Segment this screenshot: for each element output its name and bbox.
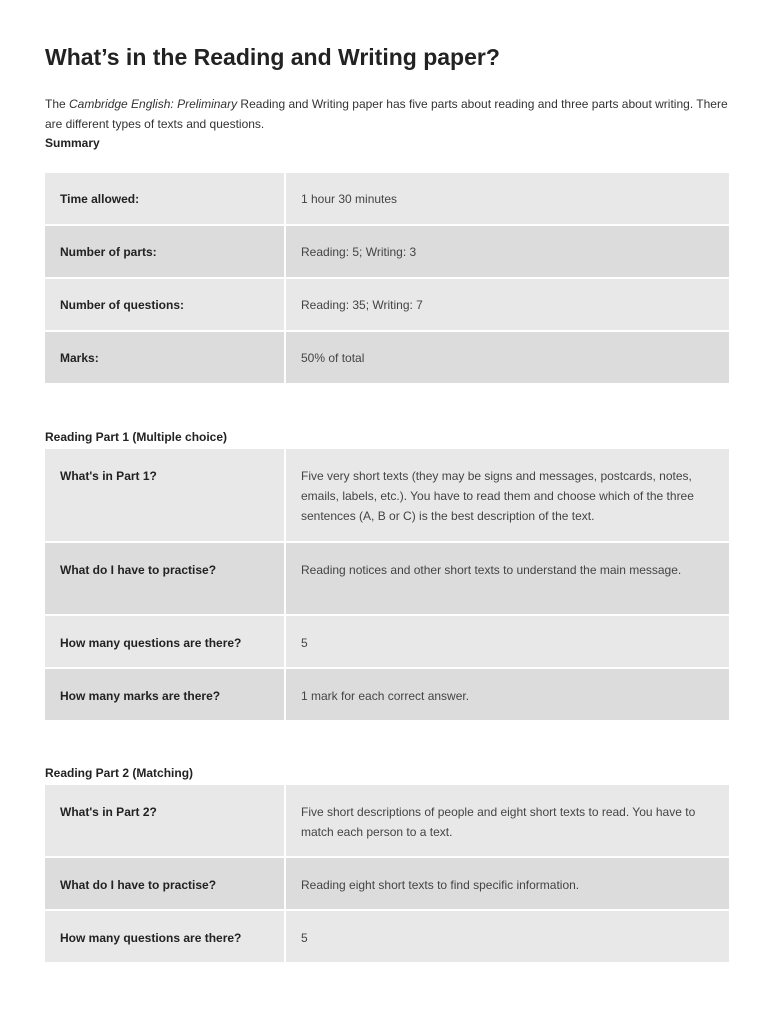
intro-paragraph [45, 94, 735, 134]
table-row [45, 226, 729, 277]
part2-table [45, 785, 729, 964]
table-row [45, 173, 729, 224]
row-value: 50% of total [286, 332, 729, 383]
row-key: Number of questions: [45, 279, 284, 330]
table-row [45, 911, 729, 962]
table-row [45, 449, 729, 541]
row-key: How many marks are there? [45, 669, 284, 720]
intro-text-end: Reading and Writing paper has five parts about reading and three parts about writing. There are different types of texts and questions. [45, 97, 728, 131]
row-value: Five very short texts (they may be signs and messages, postcards, notes, emails, labels, etc.). You have to read them and choose which of the three sentences (A, B or C) is the best description of the text. [286, 449, 729, 541]
table-row [45, 858, 729, 909]
page-title: What’s in the Reading and Writing paper? [45, 44, 500, 70]
row-value: Five short descriptions of people and eight short texts to read. You have to match each person to a text. [286, 785, 729, 856]
part1-heading: Reading Part 1 (Multiple choice) [45, 430, 228, 444]
row-key: Marks: [45, 332, 284, 383]
row-value: 5 [286, 616, 729, 667]
row-value: 5 [286, 911, 729, 962]
row-key: What do I have to practise? [45, 543, 284, 614]
table-row [45, 616, 729, 667]
table-row [45, 669, 729, 720]
row-value: Reading notices and other short texts to understand the main message. [286, 543, 729, 614]
row-key: Number of parts: [45, 226, 284, 277]
summary-heading: Summary [45, 136, 100, 150]
table-row [45, 785, 729, 856]
row-key: What's in Part 2? [45, 785, 284, 856]
part1-table [45, 449, 729, 722]
row-key: How many questions are there? [45, 616, 284, 667]
row-key: What's in Part 1? [45, 449, 284, 541]
row-value: 1 hour 30 minutes [286, 173, 729, 224]
row-key: What do I have to practise? [45, 858, 284, 909]
intro-exam-name: Cambridge English: Preliminary [69, 97, 238, 111]
table-row [45, 332, 729, 383]
row-key: Time allowed: [45, 173, 284, 224]
table-row [45, 279, 729, 330]
row-key: How many questions are there? [45, 911, 284, 962]
summary-table [45, 173, 729, 385]
part2-heading: Reading Part 2 (Matching) [45, 766, 194, 780]
row-value: Reading: 5; Writing: 3 [286, 226, 729, 277]
table-row [45, 543, 729, 614]
row-value: Reading eight short texts to find specific information. [286, 858, 729, 909]
row-value: Reading: 35; Writing: 7 [286, 279, 729, 330]
intro-text-start: The [45, 97, 70, 111]
row-value: 1 mark for each correct answer. [286, 669, 729, 720]
